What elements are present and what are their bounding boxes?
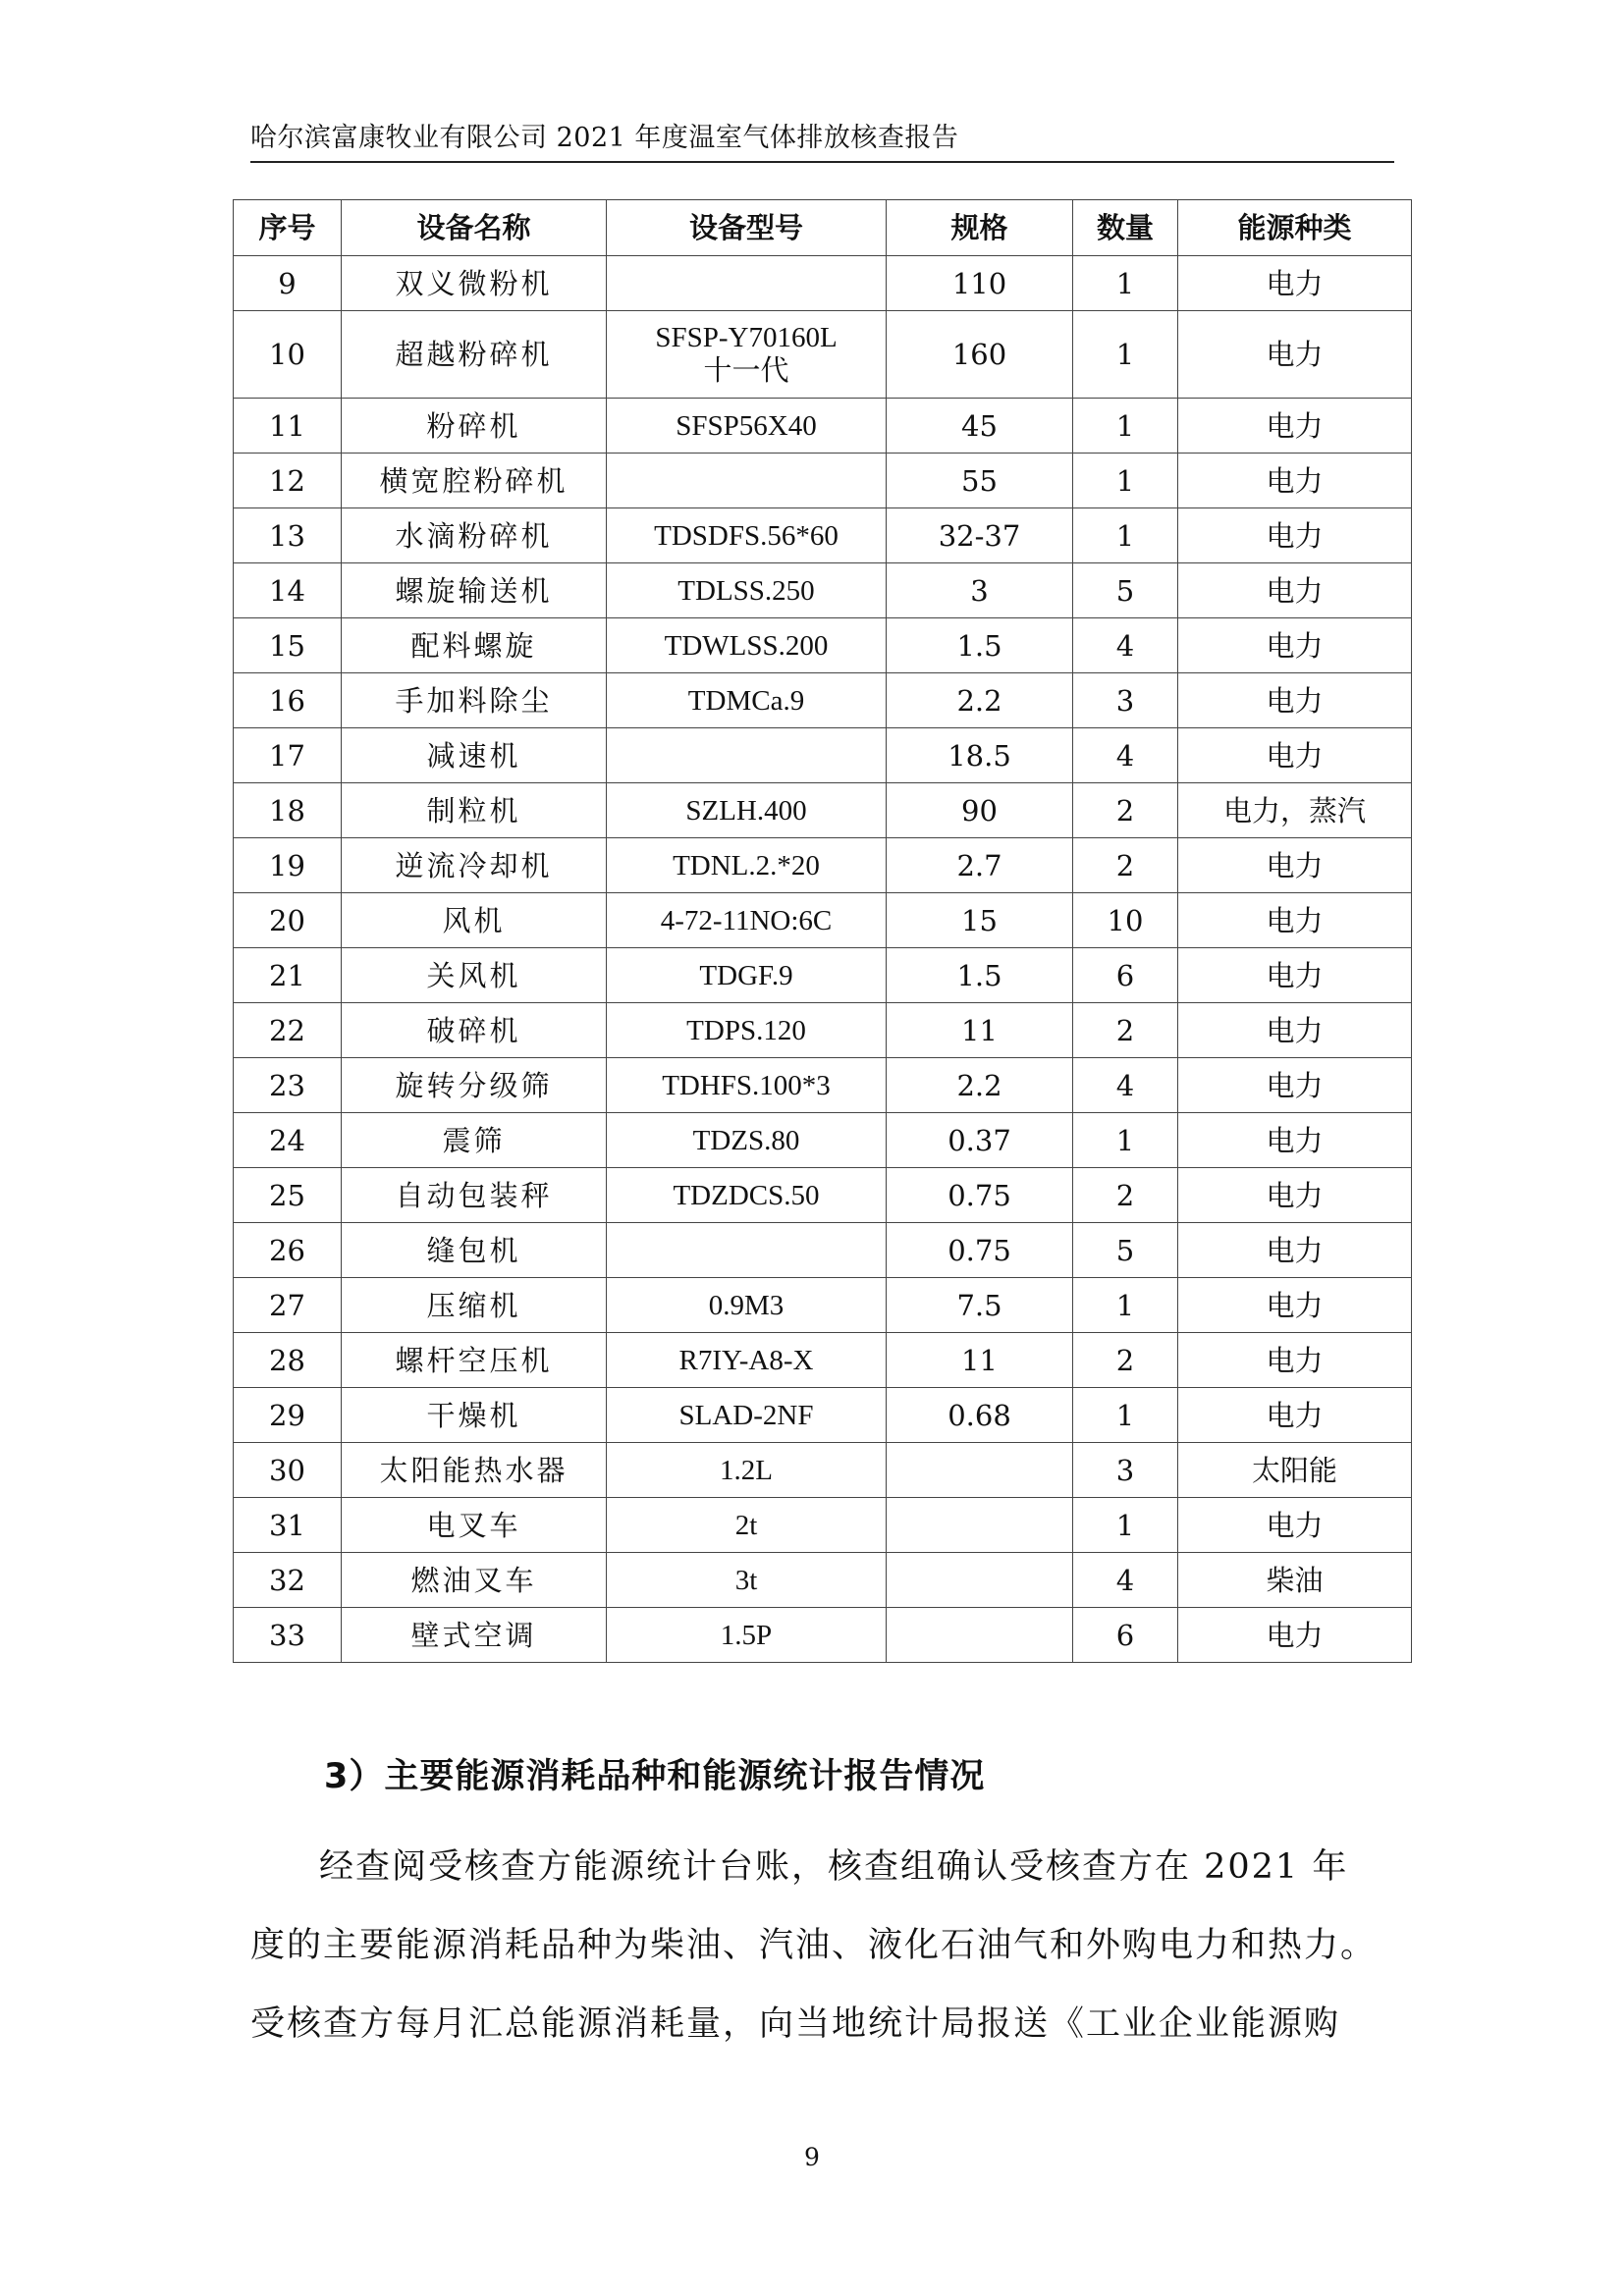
col-header-name: 设备名称 [342,200,607,256]
table-row [234,1443,1412,1498]
cell-model: TDGF.9 [607,948,887,1003]
cell-name: 超越粉碎机 [342,311,607,399]
page-number: 9 [804,2143,820,2171]
table-row [234,1388,1412,1443]
cell-spec: 0.75 [887,1223,1073,1278]
cell-energy: 电力 [1178,454,1412,508]
paragraph-line-3: 受核查方每月汇总能源消耗量，向当地统计局报送《工业企业能源购 [250,2004,1341,2044]
cell-spec: 7.5 [887,1278,1073,1333]
cell-index: 29 [234,1388,342,1443]
cell-spec: 1.5 [887,618,1073,673]
cell-index: 17 [234,728,342,783]
cell-index: 26 [234,1223,342,1278]
cell-energy: 柴油 [1178,1553,1412,1608]
header-title: 哈尔滨富康牧业有限公司 2021 年度温室气体排放核查报告 [250,123,959,153]
cell-index: 21 [234,948,342,1003]
cell-quantity: 6 [1073,1608,1178,1663]
paragraph-line-2: 度的主要能源消耗品种为柴油、汽油、液化石油气和外购电力和热力。 [250,1926,1378,1965]
cell-quantity: 1 [1073,1388,1178,1443]
cell-name: 旋转分级筛 [342,1058,607,1113]
cell-name: 横宽腔粉碎机 [342,454,607,508]
table-row [234,728,1412,783]
cell-quantity: 2 [1073,1333,1178,1388]
cell-quantity: 3 [1073,673,1178,728]
table-row [234,893,1412,948]
cell-model: TDSDFS.56*60 [607,508,887,563]
cell-spec: 2.7 [887,838,1073,893]
cell-quantity: 2 [1073,1003,1178,1058]
table-row [234,1498,1412,1553]
cell-energy: 电力 [1178,948,1412,1003]
cell-quantity: 4 [1073,728,1178,783]
cell-name: 压缩机 [342,1278,607,1333]
table-row [234,618,1412,673]
table-row [234,508,1412,563]
cell-model: TDLSS.250 [607,563,887,618]
section-title: 3）主要能源消耗品种和能源统计报告情况 [324,1757,986,1796]
table-row [234,256,1412,311]
cell-name: 减速机 [342,728,607,783]
cell-name: 螺旋输送机 [342,563,607,618]
cell-energy: 电力 [1178,1608,1412,1663]
cell-quantity: 2 [1073,1168,1178,1223]
table-row [234,1113,1412,1168]
cell-name: 缝包机 [342,1223,607,1278]
table-row [234,454,1412,508]
cell-energy: 电力 [1178,1113,1412,1168]
table-row [234,399,1412,454]
cell-name: 逆流冷却机 [342,838,607,893]
cell-quantity: 10 [1073,893,1178,948]
cell-index: 25 [234,1168,342,1223]
cell-spec: 2.2 [887,1058,1073,1113]
cell-quantity: 1 [1073,454,1178,508]
table-body [234,256,1412,1663]
table-row [234,311,1412,399]
cell-quantity: 1 [1073,1278,1178,1333]
cell-energy: 电力 [1178,838,1412,893]
table-row [234,1553,1412,1608]
cell-index: 10 [234,311,342,399]
table-row [234,1608,1412,1663]
cell-energy: 电力 [1178,399,1412,454]
cell-index: 31 [234,1498,342,1553]
cell-name: 双义微粉机 [342,256,607,311]
cell-energy: 电力 [1178,1003,1412,1058]
cell-spec [887,1553,1073,1608]
cell-model: SLAD-2NF [607,1388,887,1443]
cell-quantity: 1 [1073,508,1178,563]
cell-model [607,728,887,783]
cell-name: 自动包装秤 [342,1168,607,1223]
cell-energy: 电力 [1178,1498,1412,1553]
cell-model: 3t [607,1553,887,1608]
cell-energy: 电力 [1178,1388,1412,1443]
page-header [250,116,1394,163]
cell-name: 震筛 [342,1113,607,1168]
cell-model: SFSP-Y70160L 十一代 [607,311,887,399]
cell-model: 1.2L [607,1443,887,1498]
cell-spec: 160 [887,311,1073,399]
col-header-quantity: 数量 [1073,200,1178,256]
cell-name: 粉碎机 [342,399,607,454]
cell-index: 12 [234,454,342,508]
cell-energy: 电力 [1178,1333,1412,1388]
cell-energy: 电力 [1178,508,1412,563]
cell-energy: 电力 [1178,618,1412,673]
cell-model: TDPS.120 [607,1003,887,1058]
cell-index: 20 [234,893,342,948]
cell-quantity: 1 [1073,1498,1178,1553]
cell-index: 30 [234,1443,342,1498]
cell-index: 22 [234,1003,342,1058]
cell-energy: 电力 [1178,1168,1412,1223]
col-header-energy: 能源种类 [1178,200,1412,256]
table-header [234,200,1412,256]
cell-spec: 15 [887,893,1073,948]
cell-model: TDHFS.100*3 [607,1058,887,1113]
cell-spec: 110 [887,256,1073,311]
cell-index: 19 [234,838,342,893]
cell-index: 28 [234,1333,342,1388]
cell-quantity: 1 [1073,311,1178,399]
cell-model: 2t [607,1498,887,1553]
cell-index: 16 [234,673,342,728]
cell-spec [887,1498,1073,1553]
cell-quantity: 6 [1073,948,1178,1003]
cell-quantity: 3 [1073,1443,1178,1498]
cell-spec: 1.5 [887,948,1073,1003]
cell-name: 水滴粉碎机 [342,508,607,563]
cell-name: 关风机 [342,948,607,1003]
cell-model: TDNL.2.*20 [607,838,887,893]
cell-spec: 11 [887,1333,1073,1388]
cell-name: 燃油叉车 [342,1553,607,1608]
table-row [234,673,1412,728]
cell-energy: 电力 [1178,1278,1412,1333]
cell-index: 23 [234,1058,342,1113]
cell-energy: 电力 [1178,728,1412,783]
cell-quantity: 5 [1073,563,1178,618]
cell-quantity: 1 [1073,1113,1178,1168]
cell-index: 9 [234,256,342,311]
table-row [234,1223,1412,1278]
cell-model [607,256,887,311]
col-header-model: 设备型号 [607,200,887,256]
table-row [234,1333,1412,1388]
cell-name: 壁式空调 [342,1608,607,1663]
cell-index: 11 [234,399,342,454]
table-row [234,948,1412,1003]
cell-quantity: 4 [1073,618,1178,673]
cell-spec: 11 [887,1003,1073,1058]
cell-spec [887,1608,1073,1663]
cell-model: 4-72-11NO:6C [607,893,887,948]
cell-index: 13 [234,508,342,563]
cell-model: 0.9M3 [607,1278,887,1333]
table-row [234,563,1412,618]
cell-energy: 电力 [1178,256,1412,311]
cell-quantity: 4 [1073,1058,1178,1113]
col-header-index: 序号 [234,200,342,256]
cell-spec: 0.37 [887,1113,1073,1168]
cell-quantity: 2 [1073,783,1178,838]
cell-energy: 电力 [1178,1058,1412,1113]
cell-spec: 3 [887,563,1073,618]
cell-spec: 2.2 [887,673,1073,728]
cell-name: 电叉车 [342,1498,607,1553]
cell-energy: 电力，蒸汽 [1178,783,1412,838]
cell-name: 配料螺旋 [342,618,607,673]
cell-model [607,1223,887,1278]
cell-model [607,454,887,508]
cell-spec: 0.75 [887,1168,1073,1223]
cell-quantity: 1 [1073,256,1178,311]
cell-index: 15 [234,618,342,673]
cell-energy: 电力 [1178,1223,1412,1278]
cell-model: 1.5P [607,1608,887,1663]
cell-quantity: 2 [1073,838,1178,893]
cell-spec [887,1443,1073,1498]
cell-index: 33 [234,1608,342,1663]
cell-index: 24 [234,1113,342,1168]
header-row [234,200,1412,256]
cell-spec: 45 [887,399,1073,454]
cell-name: 风机 [342,893,607,948]
table-row [234,1003,1412,1058]
cell-quantity: 1 [1073,399,1178,454]
cell-energy: 太阳能 [1178,1443,1412,1498]
cell-index: 32 [234,1553,342,1608]
table-row [234,1058,1412,1113]
cell-name: 螺杆空压机 [342,1333,607,1388]
cell-name: 制粒机 [342,783,607,838]
cell-quantity: 5 [1073,1223,1178,1278]
cell-index: 18 [234,783,342,838]
table-row [234,783,1412,838]
cell-name: 手加料除尘 [342,673,607,728]
col-header-spec: 规格 [887,200,1073,256]
equipment-table [233,199,1412,1663]
cell-name: 破碎机 [342,1003,607,1058]
cell-model: SFSP56X40 [607,399,887,454]
cell-model: TDZS.80 [607,1113,887,1168]
cell-energy: 电力 [1178,673,1412,728]
cell-model: TDWLSS.200 [607,618,887,673]
cell-spec: 32-37 [887,508,1073,563]
cell-index: 27 [234,1278,342,1333]
cell-model: TDZDCS.50 [607,1168,887,1223]
cell-model: R7IY-A8-X [607,1333,887,1388]
table-row [234,1168,1412,1223]
cell-energy: 电力 [1178,563,1412,618]
cell-model: TDMCa.9 [607,673,887,728]
cell-model: SZLH.400 [607,783,887,838]
table-row [234,838,1412,893]
table-row [234,1278,1412,1333]
cell-energy: 电力 [1178,893,1412,948]
cell-name: 干燥机 [342,1388,607,1443]
cell-spec: 90 [887,783,1073,838]
cell-spec: 18.5 [887,728,1073,783]
cell-spec: 0.68 [887,1388,1073,1443]
paragraph-line-1: 经查阅受核查方能源统计台账，核查组确认受核查方在 2021 年 [319,1847,1349,1887]
cell-spec: 55 [887,454,1073,508]
cell-energy: 电力 [1178,311,1412,399]
cell-index: 14 [234,563,342,618]
cell-quantity: 4 [1073,1553,1178,1608]
cell-name: 太阳能热水器 [342,1443,607,1498]
